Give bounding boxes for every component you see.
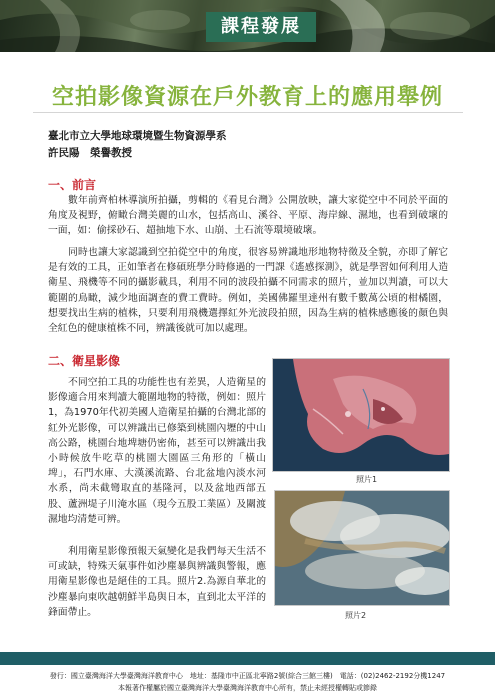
footer-bar [0, 652, 495, 665]
article-title: 空拍影像資源在戶外教育上的應用舉例 [51, 85, 443, 110]
dust-storm-satellite-image [275, 491, 449, 605]
title-divider [33, 112, 463, 113]
section-heading-intro: 一、前言 [48, 178, 97, 192]
infrared-satellite-image [273, 359, 449, 471]
photo-1-caption: 照片1 [356, 475, 378, 484]
paragraph-intro-2: 同時也讓大家認識到空拍從空中的角度，很容易辨識地形地物特徵及全貌，亦即了解它是有效的工具，正如筆者在修碩班學分時修過的一門課《遙感探測》，就是學習如何利用人造衛星、飛機等不同的攝影載具，利用不同的波段拍攝不同需求的照片，並加以判讀，可以大範圍的鳥瞰，減少地面調查的費工費時。例如，美國佛羅里達州有數千數萬公頃的柑橘園，想要找出生病的植株，只要利用飛機選擇紅外光波段拍照，因為生病的植株感應後的顏色與全紅色的健康植株不同，辨識後就可加以處理。 [48, 247, 448, 335]
footer-copyright: 本報著作權屬於國立臺灣海洋大學臺灣海洋教育中心所有，禁止未經授權轉貼或節錄 [118, 684, 377, 692]
satellite-photo-1 [272, 358, 450, 472]
header-banner [0, 0, 495, 52]
author-names: 許民陽 榮譽教授 [48, 147, 132, 159]
paragraph-intro-1: 數年前齊柏林導演所拍攝，剪輯的《看見台灣》公開放映，讓大家從空中不同於平面的角度及視野，俯瞰台灣美麗的山水，包括高山、溪谷、平原、海岸線、濕地，也看到破壞的一面，如：偷採砂石、超抽地下水、山崩、土石流等環境破壞。 [48, 195, 448, 237]
section-heading-satellite: 二、衛星影像 [48, 354, 121, 368]
paragraph-satellite-2: 利用衛星影像預報天氣變化是我們每天生活不可或缺，特殊天氣事件如沙塵暴與辨識與警報，應用衛星影像也是絕佳的工具。照片2.為源自華北的沙塵暴向東吹越朝鮮半島與日本，直到北太平洋的鋒面帶止。 [48, 546, 266, 618]
author-affiliation: 臺北市立大學地球環境暨生物資源學系 [48, 130, 227, 142]
footer-publisher-info: 發行：國立臺灣海洋大學臺灣海洋教育中心 地址：基隆市中正區北寧路2號(綜合三館三樓) 電話：(02)2462-2192分機1247 [49, 672, 446, 680]
photo-2-caption: 照片2 [345, 611, 367, 620]
paragraph-satellite-1: 不同空拍工具的功能性也有差異，人造衛星的影像適合用來判讀大範圍地物的特徵，例如：照片1，為1970年代初美國人造衛星拍攝的台灣北部的紅外光影像，可以辨識出已修築到桃園內壢的中山高公路，桃園台地埤塘仍密佈，甚至可以辨識出我小時候放牛吃草的桃園大園區三角形的「橫山埤」，石門水庫、大漢溪流路、台北盆地內淡水河水系，尚未截彎取直的基隆河，以及盆地西部五股、蘆洲堤子川淹水區（現今五股工業區）及關渡濕地均清楚可辨。 [48, 377, 266, 525]
section-tag: 課程發展 [206, 12, 316, 42]
satellite-photo-2 [274, 490, 450, 606]
